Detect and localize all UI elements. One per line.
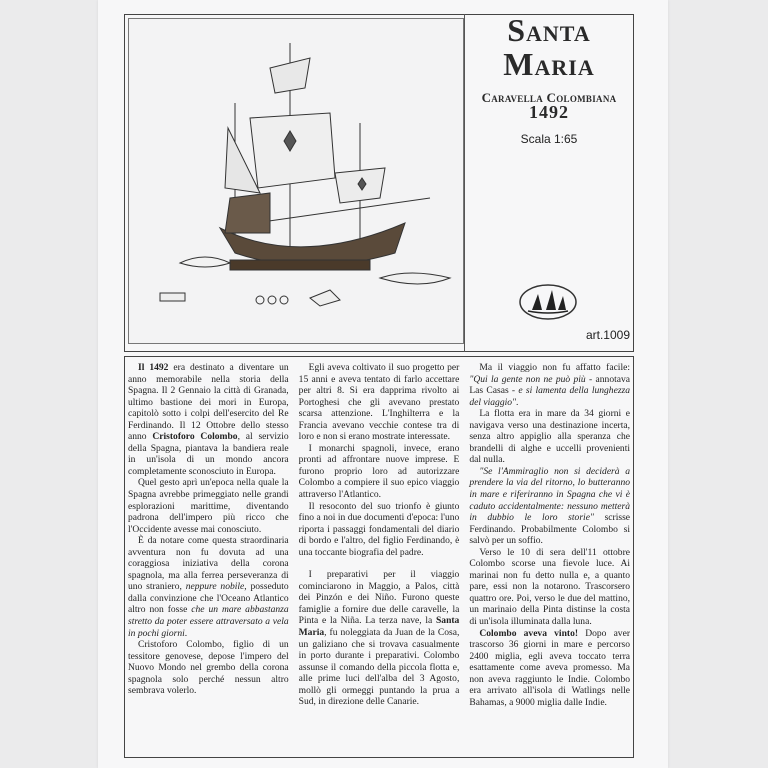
paragraph: Ma il viaggio non fu affatto facile: "Qui la gente non ne può più - annotava Las Casas - e si lamenta della lunghezza del viaggio". (469, 362, 631, 408)
paragraph: Quel gesto aprì un'epoca nella quale la Spagna avrebbe primeggiato nelle grandi esplorazioni marittime, diventando padrona dell'impero più ricco che l'Occidente avesse mai conosciuto. (128, 477, 289, 535)
ship-model-icon (140, 28, 460, 328)
paragraph: "Se l'Ammiraglio non si deciderà a prendere la via del ritorno, lo butteranno in mare e riferiranno in Spagna che vi è caduto accidentalmente: nessuno metterà in dubbio le loro storie" scrisse Ferdinando. Probabilmente Colombo si salvò per un soffio. (469, 465, 631, 547)
paragraph: I preparativi per il viaggio cominciarono in Maggio, a Palos, città dei Pinzón e dei Niño. Furono queste famiglie a fornire due delle caravelle, la Pinta e la Niña. La terza nave, la Santa Maria, fu noleggiata da Juan de la Cosa, un galiziano che si trovava casualmente in porto durante i preparativi. Colombo assunse il comando della piccola flotta e, alle prime luci dell'alba del 3 Agosto, mollò gli ormeggi puntando la prua a Sud, in direzione delle Canarie. (298, 569, 460, 708)
paragraph: I monarchi spagnoli, invece, erano pronti ad affrontare nuove imprese. E furono proprio loro ad autorizzare Colombo a compiere il suo epico viaggio attraverso l'Atlantico. (298, 442, 460, 501)
text-columns (128, 362, 630, 708)
title-line-1: Santa (507, 12, 591, 48)
paragraph: Egli aveva coltivato il suo progetto per 15 anni e aveva tentato di farlo accettare per altri 8. Si era dapprima rivolto ai Portoghesi che gli avevano prestato scarsa attenzione. L'Inghilterra e la Francia avevano vecchie contese tra di loro e non si erano mostrate interessate. (298, 362, 460, 443)
title-line-2: Maria (503, 46, 595, 82)
year: 1492 (529, 102, 569, 122)
paragraph: È da notare come questa straordinaria avventura non fu dovuta ad una coraggiosa iniziativa della corona spagnola, ma alla ferrea perseveranza di uno straniero, neppure nobile, posseduto dalla convinzione che l'Oceano Atlantico altro non fosse che un mare abbastanza stretto da poter essere attraversato a vela in pochi giorni. (128, 535, 289, 639)
paragraph: Cristoforo Colombo, figlio di un tessitore genovese, depose l'impero del Nuovo Mondo nel grembo della corona spagnola solo perché nessun altro sembrava volerlo. (128, 639, 289, 697)
ship-logo-icon (518, 282, 578, 322)
article-number: art.1009 (585, 328, 630, 342)
scale-label: Scala 1:65 (520, 132, 578, 146)
paragraph: Il 1492 era destinato a diventare un anno memorabile nella storia della Spagna. Il 2 Gennaio la città di Granada, ultimo bastione dei mori in Europa, capitolò sotto i colpi dell'esercito del Re Ferdinando. Il 12 Ottobre dello stesso anno Cristoforo Colombo, al servizio della Spagna, piantava la bandiera reale in un'isola di un mondo ancora completamente sconosciuto in Europa. (128, 362, 289, 477)
paragraph: La flotta era in mare da 34 giorni e navigava verso una destinazione incerta, senza altro appiglio alla speranza che brandelli di alghe e uccelli provenienti dal nulla. (469, 408, 631, 466)
column-2 (299, 362, 460, 708)
paragraph: Il resoconto del suo trionfo è giunto fino a noi in due documenti d'epoca: l'uno riporta i passaggi fondamentali del diario di bordo e l'altro, del figlio Ferdinando, è una toccante biografia del padre. (298, 500, 460, 558)
column-3 (469, 362, 630, 708)
header-divider (464, 14, 465, 352)
subtitle: Caravella Colombiana (481, 90, 617, 105)
paragraph: Colombo aveva vinto! Dopo aver trascorso 36 giorni in mare e percorso 2400 miglia, egli aveva toccato terra esattamente come aveva promesso. Ma non aveva raggiunto le Indie. Colombo era arrivato all'isola di Watlings nelle Bahamas, a 9000 miglia dalle Indie. (469, 627, 631, 708)
paragraph: Verso le 10 di sera dell'11 ottobre Colombo scorse una fievole luce. Ai marinai non fu detto nulla e, a quanto pare, essi non la notarono. Trascorsero quattro ore. Poi, verso le due del mattino, un marinaio della Pinta distinse la costa di un'isola illuminata dalla luna. (469, 546, 631, 628)
column-1 (128, 362, 289, 708)
